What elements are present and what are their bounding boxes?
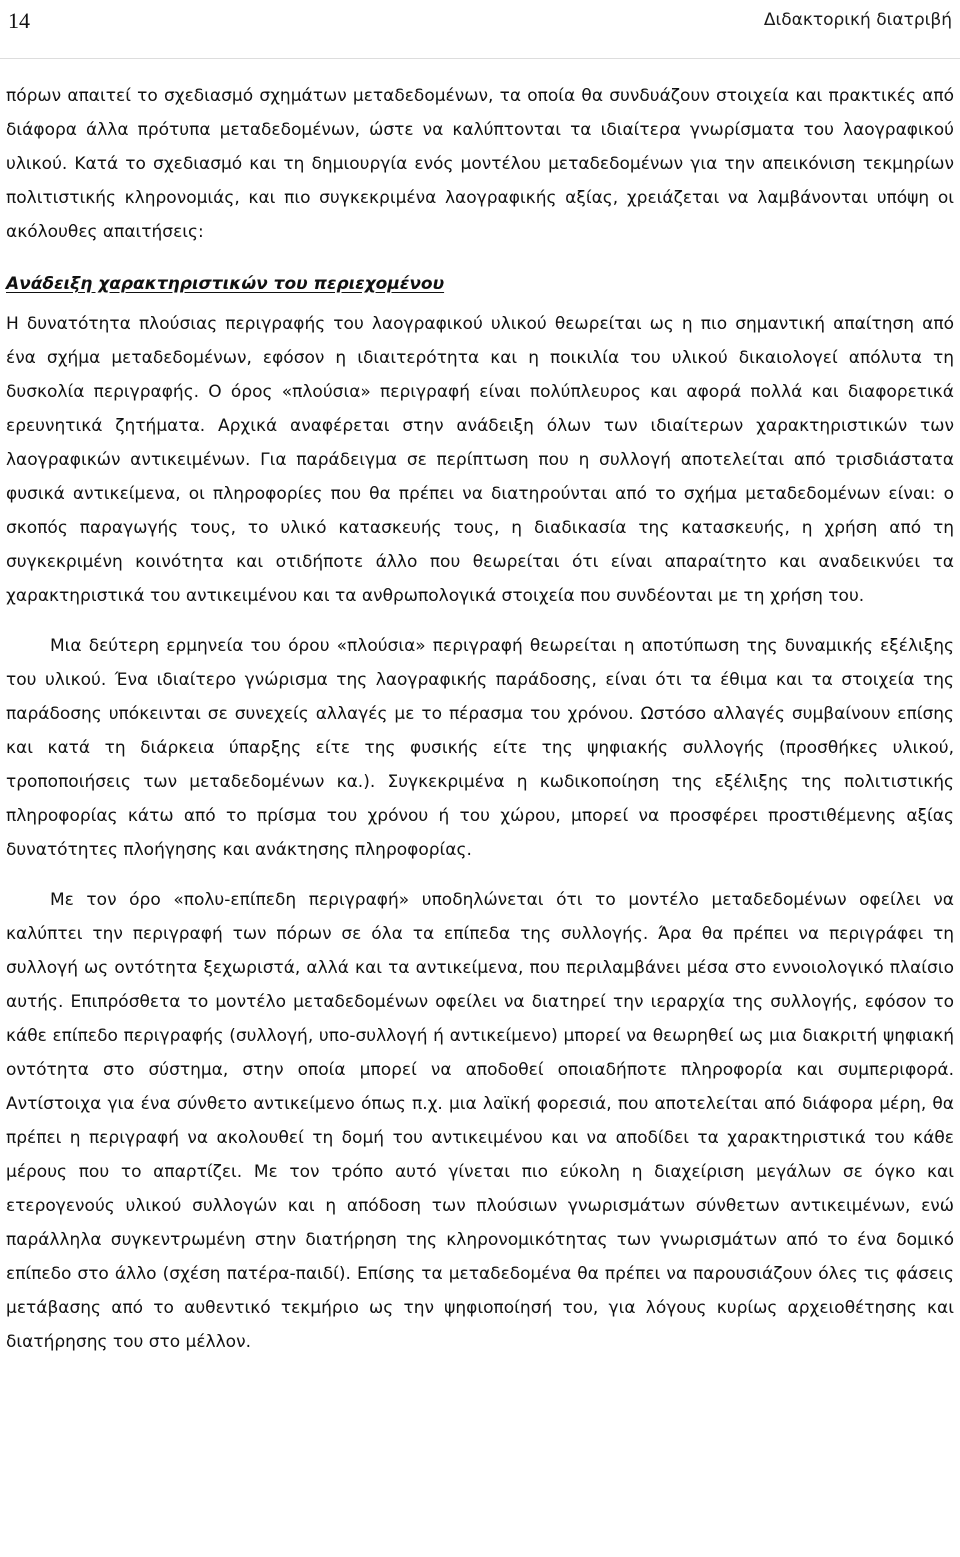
intro-paragraph: πόρων απαιτεί το σχεδιασμό σχημάτων μεταδεδομένων, τα οποία θα συνδυάζουν στοιχεία και πρακτικές από διάφορα άλλα πρότυπα μεταδεδομένων, ώστε να καλύπτονται τα ιδιαίτερα γνωρίσματα του λαογραφικού υλικού. Κατά το σχεδιασμό και τη δημιουργία ενός μοντέλου μεταδεδομένων για την απεικόνιση τεκμηρίων πολιτιστικής κληρονομιάς, και πιο συγκεκριμένα λαογραφικής αξίας, χρειάζεται να λαμβάνονται υπόψη οι ακόλουθες απαιτήσεις: [6,86,954,242]
body-paragraph-2: Μια δεύτερη ερμηνεία του όρου «πλούσια» περιγραφή θεωρείται η αποτύπωση της δυναμικής εξέλιξης του υλικού. Ένα ιδιαίτερο γνώρισμα της λαογραφικής παράδοσης, είναι ότι τα έθιμα και τα στοιχεία της παράδοσης υπόκεινται σε συνεχείς αλλαγές με το πέρασμα του χρόνου. Ωστόσο αλλαγές συμβαίνουν επίσης και κατά τη διάρκεια ύπαρξης είτε της φυσικής είτε της ψηφιακής συλλογής (προσθήκες υλικού, τροποποιήσεις των μεταδεδομένων κα.). Συγκεκριμένα η κωδικοποίηση της εξέλιξης της πολιτιστικής πληροφορίας κάτω από το πρίσμα του χρόνου ή του χώρου, μπορεί να προσφέρει προστιθέμενης αξίας δυνατότητες πλοήγησης και ανάκτησης πληροφορίας. [6,636,954,860]
header-divider [0,58,960,59]
running-header-title: Διδακτορική διατριβή [763,10,952,30]
section-heading: Ανάδειξη χαρακτηριστικών του περιεχομένου [6,274,445,294]
page-body [6,79,954,1359]
body-paragraph-1: Η δυνατότητα πλούσιας περιγραφής του λαογραφικού υλικού θεωρείται ως η πιο σημαντική απαίτηση από ένα σχήμα μεταδεδομένων, εφόσον η ιδιαιτερότητα και η ποικιλία του υλικού δικαιολογεί απόλυτα τη δυσκολία περιγραφής. Ο όρος «πλούσια» περιγραφή είναι πολύπλευρος και αφορά πολλά και διαφορετικά ερευνητικά ζητήματα. Αρχικά αναφέρεται στην ανάδειξη όλων των ιδιαίτερων χαρακτηριστικών των λαογραφικών αντικειμένων. Για παράδειγμα σε περίπτωση που η συλλογή αποτελείται από τρισδιάστατα φυσικά αντικείμενα, οι πληροφορίες που θα πρέπει να διατηρούνται από το σχήμα μεταδεδομένων είναι: ο σκοπός παραγωγής τους, το υλικό κατασκευής τους, η διαδικασία της κατασκευής, η χρήση από τη συγκεκριμένη κοινότητα και οτιδήποτε άλλο που θεωρείται ότι είναι απαραίτητο και αναδεικνύει τα χαρακτηριστικά του αντικειμένου και τα ανθρωπολογικά στοιχεία που συνδέονται με τη χρήση του. [6,314,954,606]
body-paragraph-3: Με τον όρο «πολυ-επίπεδη περιγραφή» υποδηλώνεται ότι το μοντέλο μεταδεδομένων οφείλει να καλύπτει την περιγραφή των πόρων σε όλα τα επίπεδα της συλλογής. Άρα θα πρέπει να περιγράφει τη συλλογή ως οντότητα ξεχωριστά, αλλά και τα αντικείμενα, που περιλαμβάνει μέσα στο εννοιολογικό πλαίσιο αυτής. Επιπρόσθετα το μοντέλο μεταδεδομένων οφείλει να διατηρεί την ιεραρχία της συλλογής, εφόσον το κάθε επίπεδο περιγραφής (συλλογή, υπο-συλλογή ή αντικείμενο) μπορεί να θεωρηθεί ως μια διακριτή ψηφιακή οντότητα στο σύστημα, στην οποία μπορεί να αποδοθεί οποιαδήποτε πληροφορία και συμπεριφορά. Αντίστοιχα για ένα σύνθετο αντικείμενο όπως π.χ. μια λαϊκή φορεσιά, που αποτελείται από διάφορα μέρη, θα πρέπει η περιγραφή να ακολουθεί τη δομή του αντικειμένου και να αποδίδει τα χαρακτηριστικά του κάθε μέρους που το απαρτίζει. Με τον τρόπο αυτό γίνεται πιο εύκολη η διαχείριση μεγάλων σε όγκο και ετερογενούς υλικού συλλογών και η απόδοση των πλούσιων γνωρισμάτων σύνθετων αντικειμένων, ενώ παράλληλα συγκεντρωμένη στην διατήρηση της κληρονομικότητας των γνωρισμάτων από το ένα δομικό επίπεδο στο άλλο (σχέση πατέρα-παιδί). Επίσης τα μεταδεδομένα θα πρέπει να παρουσιάζουν όλες τις φάσεις μετάβασης από το αυθεντικό τεκμήριο ως την ψηφιοποίησή του, για λόγους κυρίως αρχειοθέτησης και διατήρησης του στο μέλλον. [6,890,954,1352]
page-number: 14 [8,8,30,33]
